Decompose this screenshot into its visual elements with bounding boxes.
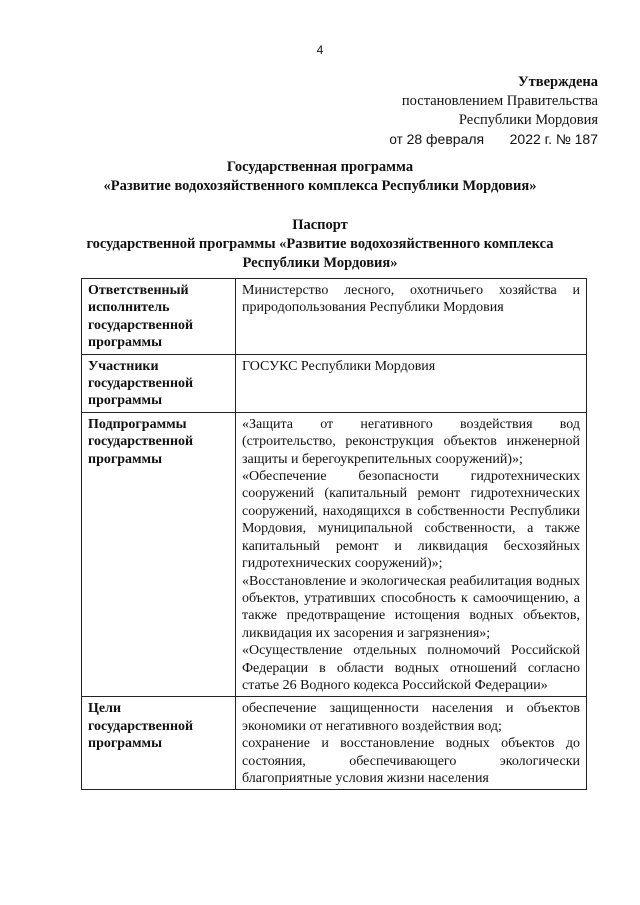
date-day-month: 28 февраля <box>406 131 485 147</box>
approval-block <box>389 73 598 149</box>
row-body <box>236 697 587 790</box>
table-row <box>82 354 587 412</box>
date-year: 2022 г. № <box>509 131 571 147</box>
approval-line-2: Республики Мордовия <box>458 112 598 128</box>
row-body <box>236 354 587 412</box>
table-row <box>82 697 587 790</box>
row-body <box>236 412 587 697</box>
passport-title-line-2: государственной программы «Развитие водохозяйственного комплекса <box>86 236 554 252</box>
row-head: Цели государственной программы <box>82 697 236 790</box>
row-body-paragraph: «Защита от негативного воздействия вод (строительство, реконструкция объектов инженерной защиты и берегоукрепительных сооружений)»; <box>242 416 580 467</box>
program-title-line-2: «Развитие водохозяйственного комплекса Республики Мордовия» <box>103 178 537 194</box>
row-head: Участники государственной программы <box>82 354 236 412</box>
resolution-number: 187 <box>574 131 598 147</box>
approval-line-1: постановлением Правительства <box>401 93 598 109</box>
approval-heading: Утверждена <box>518 74 598 90</box>
date-prefix: от <box>389 132 403 147</box>
page-number: 4 <box>316 43 324 57</box>
passport-title-line-3: Республики Мордовия» <box>242 255 398 271</box>
row-body-paragraph: Министерство лесного, охотничьего хозяйства и природопользования Республики Мордовия <box>242 283 580 316</box>
row-head: Подпрограммы государственной программы <box>82 412 236 697</box>
passport-title: Паспорт <box>292 217 348 233</box>
row-body <box>236 279 587 355</box>
passport-table <box>81 278 587 790</box>
row-body-paragraph: обеспечение защищенности населения и объектов экономики от негативного воздействия вод; <box>242 701 580 734</box>
document-titles <box>0 158 640 273</box>
approval-date-line <box>389 130 598 149</box>
row-head: Ответственный исполнитель государственной программы <box>82 279 236 355</box>
row-body-paragraph: ГОСУКС Республики Мордовия <box>242 358 436 374</box>
table-row <box>82 279 587 355</box>
row-body-paragraph: «Восстановление и экологическая реабилитация водных объектов, утративших способность к самоочищению, а также предотвращение истощения водных объектов, ликвидация их засорения и загрязнения»; <box>242 573 580 641</box>
row-body-paragraph: сохранение и восстановление водных объектов до состояния, обеспечивающего экологически благоприятные условия жизни населения <box>242 736 580 786</box>
table-row <box>82 412 587 697</box>
row-body-paragraph: «Обеспечение безопасности гидротехнических сооружений (капитальный ремонт гидротехнических сооружений, находящихся в собственности Республики Мордовия, муниципальной собственности, а также капитальный ремонт и ликвидация бесхозяйных гидротехнических сооружений)»; <box>242 469 580 572</box>
program-title-line-1: Государственная программа <box>226 159 414 175</box>
row-body-paragraph: «Осуществление отдельных полномочий Российской Федерации в области водных отношений согласно статье 26 Водного кодекса Российской Федерации» <box>242 643 580 693</box>
